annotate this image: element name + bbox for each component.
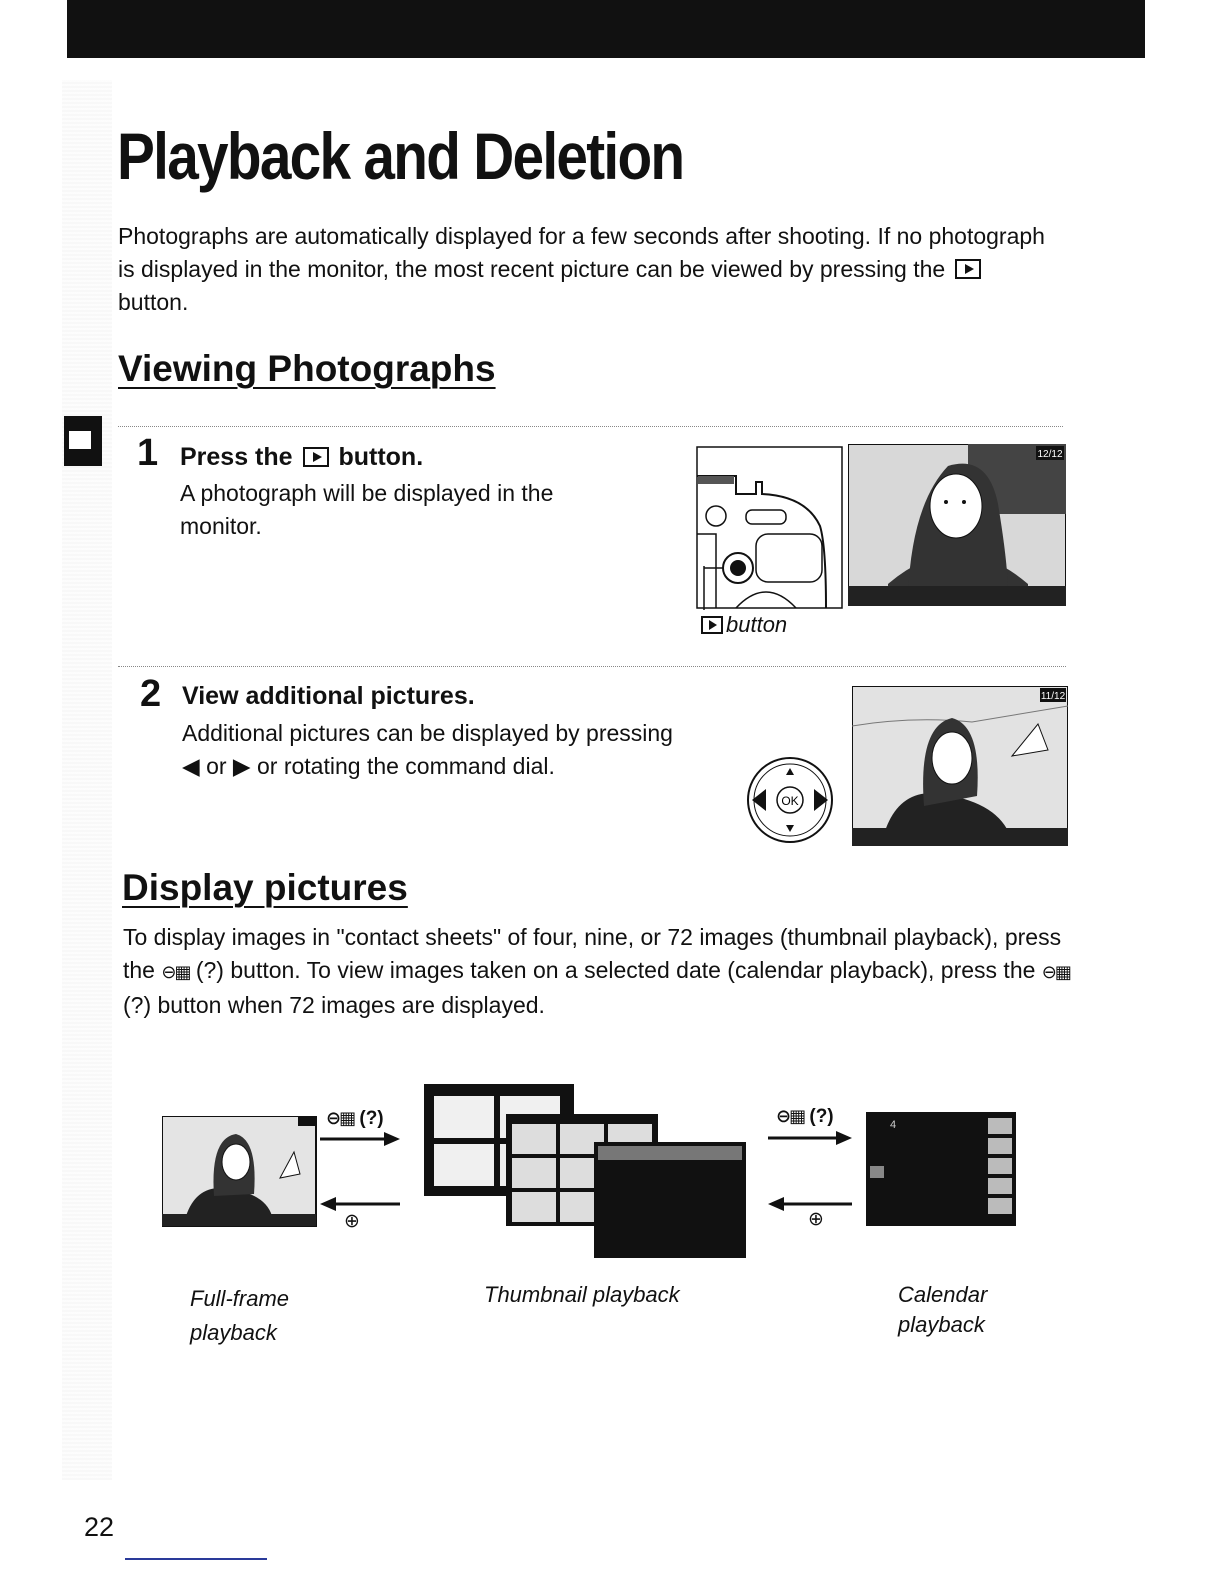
- left-margin-shade: [62, 80, 112, 1480]
- step-1-number: 1: [137, 432, 159, 474]
- frame-counter: 11/12: [1040, 691, 1066, 702]
- zoom-out-label-2: [776, 1106, 834, 1128]
- zoom-in-icon: ⊕: [808, 1209, 824, 1230]
- step-1-heading: [180, 443, 423, 472]
- ok-button-label: OK: [781, 794, 799, 808]
- full-frame-screen: [162, 1116, 318, 1228]
- playback-button-icon: [701, 616, 723, 634]
- zoom-out-icon: ⊖▦: [161, 962, 190, 982]
- footer-line: [125, 1558, 267, 1560]
- step-2-number: 2: [140, 673, 162, 715]
- display-text-c: (?) button when 72 images are displayed.: [123, 992, 545, 1018]
- step-2-heading: View additional pictures.: [182, 682, 475, 710]
- multi-selector-illustration: [746, 756, 834, 844]
- caption-thumbnail: Thumbnail playback: [484, 1282, 680, 1307]
- zoom-out-label-2-text: (?): [809, 1106, 834, 1127]
- calendar-screen: [866, 1112, 1018, 1228]
- page-title: Playback and Deletion: [117, 119, 684, 193]
- thumbnail-screens: [424, 1084, 748, 1260]
- playback-button-icon: [955, 259, 981, 279]
- playback-tab-icon: [69, 431, 91, 449]
- divider: [118, 666, 1066, 667]
- zoom-out-label-1: [326, 1108, 384, 1130]
- display-text-b: (?) button. To view images taken on a selected date (calendar playback), press the: [195, 957, 1036, 983]
- caption-full-frame: Full-frame playback: [190, 1286, 290, 1345]
- intro-paragraph: [118, 220, 1058, 319]
- page-number: 22: [84, 1512, 115, 1542]
- caption-calendar: Calendar playback: [898, 1282, 988, 1337]
- arrows-full-thumb: [318, 1130, 402, 1230]
- monitor-portrait-full: [848, 444, 1066, 606]
- step-2-body: Additional pictures can be displayed by pressing ◀ or ▶ or rotating the command dial.: [182, 720, 673, 779]
- divider: [118, 426, 1063, 427]
- zoom-out-label-1-text: (?): [359, 1108, 384, 1129]
- viewing-photographs-heading: Viewing Photographs: [118, 348, 496, 389]
- intro-text-a: Photographs are automatically displayed for a few seconds after shooting. If no photograph is displayed in the monitor, the most recent picture can be viewed by pressing the: [118, 223, 1045, 282]
- zoom-in-icon: ⊕: [344, 1211, 360, 1232]
- camera-back-illustration: [696, 446, 846, 610]
- playback-section-tab: [64, 416, 102, 466]
- step-1-heading-a: Press the: [180, 443, 293, 471]
- calendar-day: 4: [890, 1119, 897, 1131]
- step-1-heading-b: button.: [338, 443, 424, 471]
- top-bar: [67, 0, 1145, 58]
- monitor-portrait-next: [852, 686, 1068, 846]
- display-pictures-heading: Display pictures: [122, 867, 408, 908]
- playback-button-caption: [698, 612, 787, 638]
- display-pictures-paragraph: [123, 921, 1083, 1022]
- zoom-out-icon: ⊖▦: [326, 1108, 355, 1128]
- display-text-a: To display images in "contact sheets" of four, nine, or 72 images (thumbnail playback), press the: [123, 924, 1062, 983]
- zoom-out-icon: ⊖▦: [1041, 962, 1070, 982]
- zoom-out-icon: ⊖▦: [776, 1106, 805, 1126]
- intro-text-b: button.: [118, 289, 189, 315]
- step-1-body: A photograph will be displayed in the monitor.: [180, 480, 554, 539]
- playback-button-caption-text: button: [726, 612, 788, 637]
- playback-button-icon: [303, 447, 329, 467]
- frame-counter: 12/12: [1037, 449, 1063, 460]
